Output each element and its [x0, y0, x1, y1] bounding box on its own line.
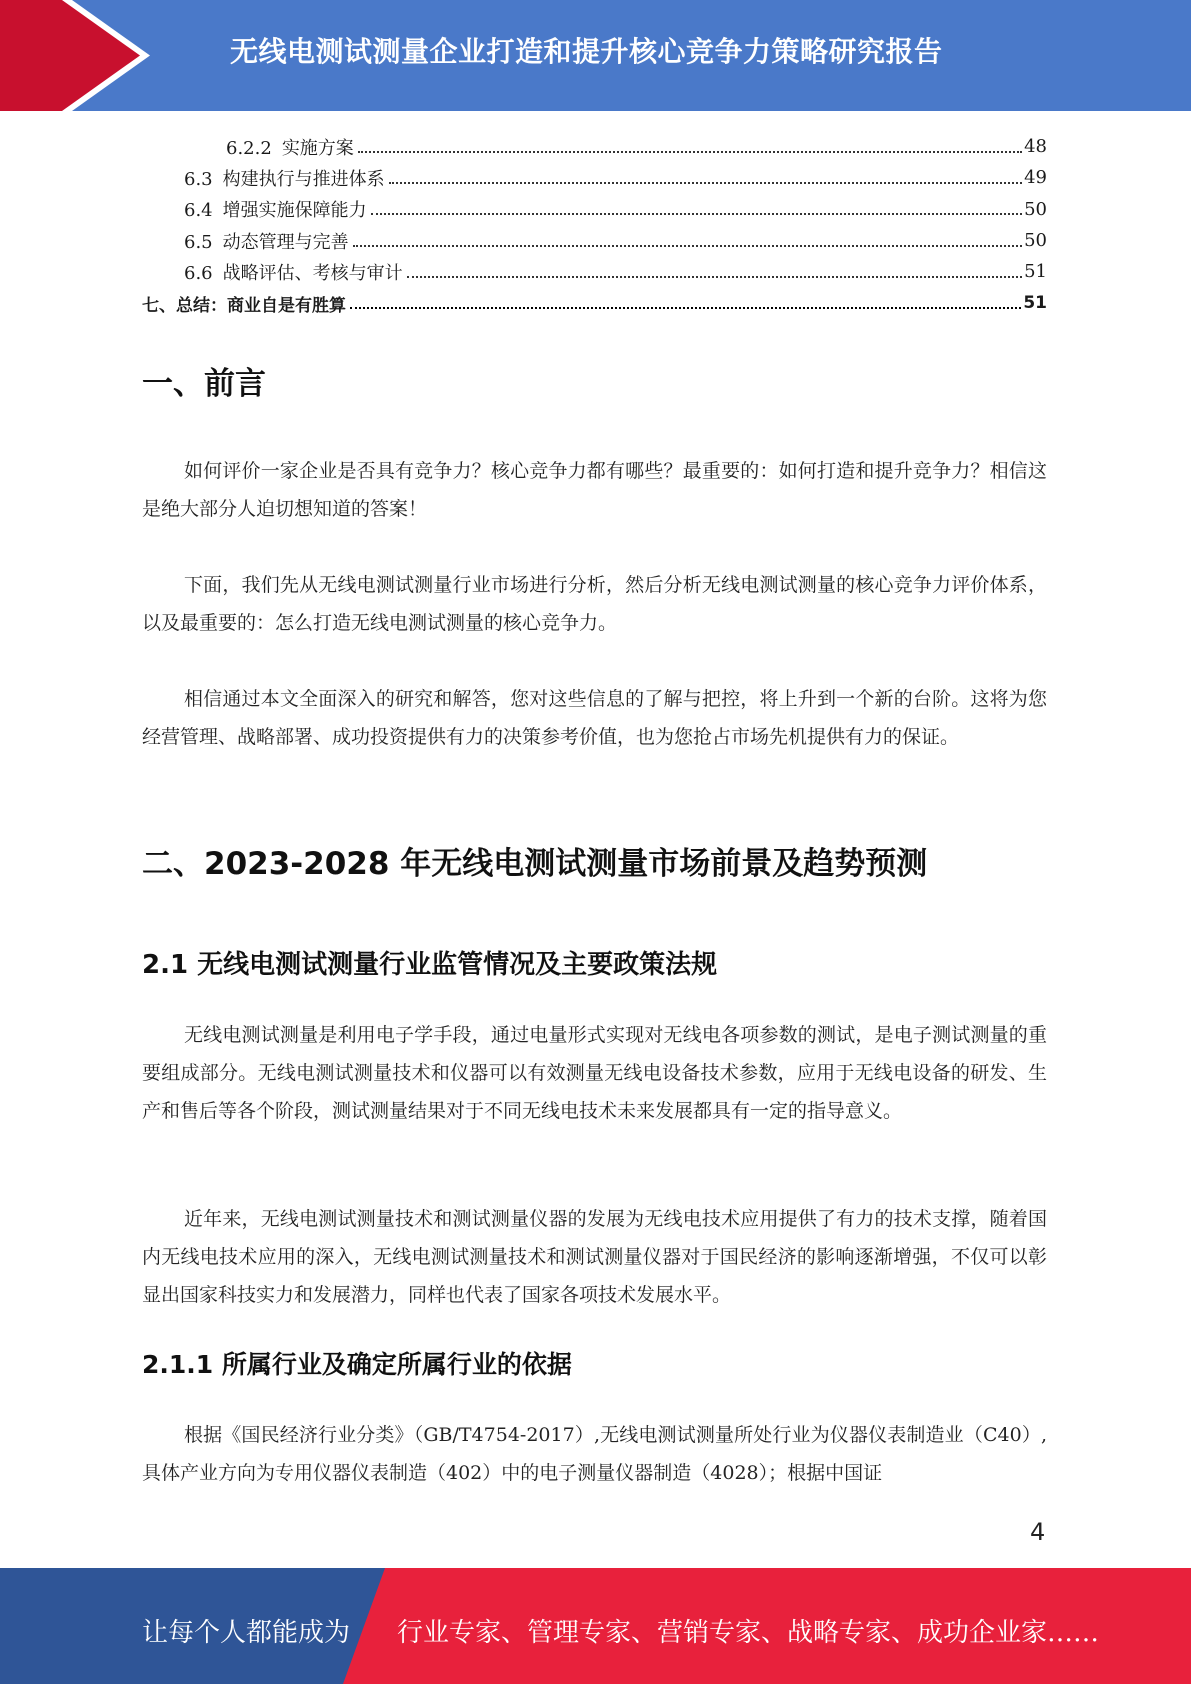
page-number: 4 [1030, 1518, 1046, 1546]
paragraph: 如何评价一家企业是否具有竞争力？核心竞争力都有哪些？最重要的：如何打造和提升竞争力？相信这是绝大部分人迫切想知道的答案！ [142, 460, 1047, 520]
toc-number: 6.6 [184, 262, 213, 284]
page-header [0, 0, 1191, 111]
toc-entry[interactable] [142, 287, 1047, 318]
toc-number: 6.5 [184, 231, 213, 253]
toc-number: 6.2.2 [226, 137, 272, 159]
toc-page: 51 [1023, 293, 1047, 314]
footer-slogan-right: 行业专家、管理专家、营销专家、战略专家、成功企业家…… [397, 1618, 1100, 1648]
toc-leader [358, 151, 1022, 153]
toc-entry[interactable] [142, 194, 1047, 225]
toc-leader [353, 245, 1022, 247]
toc-title: 构建执行与推进体系 [222, 168, 385, 190]
toc-number: 6.4 [184, 200, 213, 222]
toc-entry[interactable] [142, 162, 1047, 193]
page-footer [0, 1568, 1191, 1684]
paragraph: 下面，我们先从无线电测试测量行业市场进行分析，然后分析无线电测试测量的核心竞争力评价体系，以及最重要的：怎么打造无线电测试测量的核心竞争力。 [142, 574, 1047, 634]
toc-leader [350, 307, 1021, 309]
toc-page: 49 [1024, 167, 1047, 189]
toc-leader [389, 182, 1022, 184]
toc-title: 动态管理与完善 [222, 231, 349, 253]
paragraph: 相信通过本文全面深入的研究和解答，您对这些信息的了解与把控，将上升到一个新的台阶。这将为您经营管理、战略部署、成功投资提供有力的决策参考价值，也为您抢占市场先机提供有力的保证。 [142, 688, 1047, 748]
report-title: 无线电测试测量企业打造和提升核心竞争力策略研究报告 [230, 35, 943, 68]
paragraph: 无线电测试测量是利用电子学手段，通过电量形式实现对无线电各项参数的测试，是电子测试测量的重要组成部分。无线电测试测量技术和仪器可以有效测量无线电设备技术参数，应用于无线电设备的研发、生产和售后等各个阶段，测试测量结果对于不同无线电技术未来发展都具有一定的指导意义。 [142, 1024, 1047, 1122]
toc-entry[interactable] [142, 256, 1047, 287]
toc-page: 50 [1024, 230, 1047, 252]
toc-title: 增强实施保障能力 [222, 200, 367, 222]
toc-leader [371, 213, 1022, 215]
toc-page: 48 [1024, 136, 1047, 158]
toc-title: 七、总结：商业自是有胜算 [142, 295, 346, 316]
paragraph: 近年来，无线电测试测量技术和测试测量仪器的发展为无线电技术应用提供了有力的技术支撑，随着国内无线电技术应用的深入，无线电测试测量技术和测试测量仪器对于国民经济的影响逐渐增强，不仅可以彰显出国家科技实力和发展潜力，同样也代表了国家各项技术发展水平。 [142, 1208, 1047, 1306]
footer-slogan-left: 让每个人都能成为 [142, 1618, 351, 1648]
subsubsection-heading: 2.1.1 所属行业及确定所属行业的依据 [142, 1350, 572, 1379]
section-heading-forecast: 二、2023-2028 年无线电测试测量市场前景及趋势预测 [142, 846, 928, 882]
subsection-heading: 2.1 无线电测试测量行业监管情况及主要政策法规 [142, 950, 718, 980]
toc-entry[interactable] [142, 225, 1047, 256]
toc-entry[interactable] [142, 131, 1047, 162]
paragraph: 根据《国民经济行业分类》（GB/T4754-2017）,无线电测试测量所处行业为仪器仪表制造业（C40）,具体产业方向为专用仪器仪表制造（402）中的电子测量仪器制造（4028）；根据中国证 [142, 1424, 1047, 1484]
header-chevron-icon [0, 0, 160, 111]
toc-page: 50 [1024, 198, 1047, 220]
toc-number: 6.3 [184, 168, 213, 190]
toc-leader [407, 276, 1022, 278]
section-heading-preface: 一、前言 [142, 366, 266, 402]
toc-title: 实施方案 [281, 137, 354, 159]
toc-title: 战略评估、考核与审计 [222, 262, 403, 284]
toc-page: 51 [1024, 261, 1047, 283]
table-of-contents [142, 131, 1047, 319]
